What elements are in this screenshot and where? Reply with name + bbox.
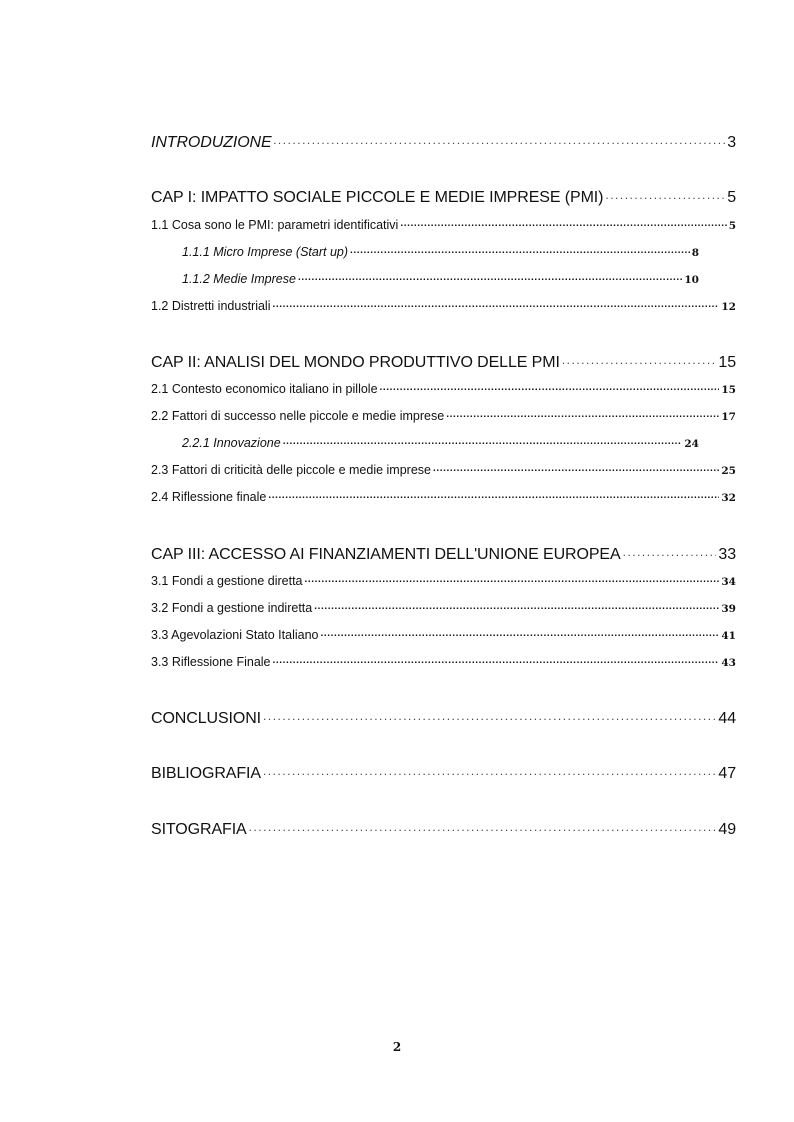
toc-entry-section-3-3-final[interactable] xyxy=(151,653,736,669)
toc-entry-title: 2.3 Fattori di criticità delle piccole e medie imprese xyxy=(151,462,431,477)
toc-entry-title: 2.4 Riflessione finale xyxy=(151,489,267,504)
toc-entry-chapter-2[interactable] xyxy=(151,351,736,372)
toc-entry-chapter-1[interactable] xyxy=(151,186,736,207)
toc-entry-section-2-4[interactable] xyxy=(151,488,736,504)
dot-leader xyxy=(446,407,719,420)
toc-entry-page: 49 xyxy=(718,821,736,838)
toc-entry-section-3-3[interactable] xyxy=(151,626,736,642)
dot-leader xyxy=(268,488,719,501)
toc-entry-bibliografia[interactable] xyxy=(151,762,736,783)
dot-leader xyxy=(298,270,682,283)
toc-entry-title: CAP III: ACCESSO AI FINANZIAMENTI DELL'UNIONE EUROPEA xyxy=(151,546,621,563)
toc-entry-title: 3.2 Fondi a gestione indiretta xyxy=(151,600,313,615)
toc-entry-page: 5 xyxy=(727,189,736,206)
toc-entry-section-3-1[interactable] xyxy=(151,572,736,588)
toc-entry-page: 8 xyxy=(691,246,699,259)
toc-entry-page: 10 xyxy=(684,273,699,286)
toc-entry-page: 3 xyxy=(727,134,736,151)
toc-entry-page: 12 xyxy=(721,300,736,313)
toc-entry-page: 17 xyxy=(721,410,736,423)
page-number: 2 xyxy=(392,1040,402,1054)
toc-entry-page: 32 xyxy=(721,491,736,504)
toc-entry-title: 2.1 Contesto economico italiano in pillole xyxy=(151,381,378,396)
dot-leader xyxy=(380,380,720,393)
toc-entry-title: CONCLUSIONI xyxy=(151,710,262,727)
toc-entry-subsection-1-1-2[interactable] xyxy=(182,270,699,286)
dot-leader xyxy=(283,434,683,447)
toc-entry-page: 15 xyxy=(721,383,736,396)
dot-leader xyxy=(605,186,725,202)
toc-entry-title: CAP I: IMPATTO SOCIALE PICCOLE E MEDIE IMPRESE (PMI) xyxy=(151,189,604,206)
toc-entry-title: 3.1 Fondi a gestione diretta xyxy=(151,573,303,588)
toc-entry-title: 1.1.2 Medie Imprese xyxy=(182,271,296,286)
toc-entry-section-1-1[interactable] xyxy=(151,216,736,232)
toc-entry-section-3-2[interactable] xyxy=(151,599,736,615)
toc-entry-subsection-1-1-1[interactable] xyxy=(182,243,699,259)
dot-leader xyxy=(273,653,720,666)
toc-entry-page: 24 xyxy=(684,437,699,450)
dot-leader xyxy=(350,243,690,256)
toc-entry-page: 33 xyxy=(718,546,736,563)
dot-leader xyxy=(249,818,717,834)
toc-entry-section-2-1[interactable] xyxy=(151,380,736,396)
toc-entry-chapter-3[interactable] xyxy=(151,543,736,564)
toc-entry-page: 41 xyxy=(721,629,736,642)
toc-entry-title: 1.2 Distretti industriali xyxy=(151,298,271,313)
toc-entry-page: 5 xyxy=(728,219,736,232)
dot-leader xyxy=(263,707,716,723)
toc-entry-title: 1.1 Cosa sono le PMI: parametri identificativi xyxy=(151,217,399,232)
toc-entry-page: 34 xyxy=(721,575,736,588)
toc-entry-page: 47 xyxy=(718,765,736,782)
toc-entry-page: 39 xyxy=(721,602,736,615)
toc-entry-title: 3.3 Agevolazioni Stato Italiano xyxy=(151,627,319,642)
dot-leader xyxy=(320,626,719,639)
toc-entry-introduzione[interactable] xyxy=(151,131,736,152)
toc-entry-title: 2.2.1 Innovazione xyxy=(182,435,281,450)
toc-entry-section-1-2[interactable] xyxy=(151,297,736,313)
dot-leader xyxy=(274,131,726,147)
toc-entry-sitografia[interactable] xyxy=(151,818,736,839)
toc-entry-subsection-2-2-1[interactable] xyxy=(182,434,699,450)
toc-entry-title: BIBLIOGRAFIA xyxy=(151,765,261,782)
toc-entry-page: 44 xyxy=(718,710,736,727)
toc-entry-title: 1.1.1 Micro Imprese (Start up) xyxy=(182,244,349,259)
dot-leader xyxy=(263,762,716,778)
toc-entry-title: CAP II: ANALISI DEL MONDO PRODUTTIVO DELLE PMI xyxy=(151,354,560,371)
toc-entry-section-2-2[interactable] xyxy=(151,407,736,423)
dot-leader xyxy=(433,461,719,474)
toc-entry-page: 25 xyxy=(721,464,736,477)
toc-entry-title: SITOGRAFIA xyxy=(151,821,247,838)
toc-entry-page: 15 xyxy=(718,354,736,371)
toc-entry-title: 3.3 Riflessione Finale xyxy=(151,654,271,669)
dot-leader xyxy=(400,216,726,229)
dot-leader xyxy=(562,351,717,367)
dot-leader xyxy=(273,297,720,310)
dot-leader xyxy=(305,572,720,585)
toc-entry-conclusioni[interactable] xyxy=(151,707,736,728)
toc-entry-page: 43 xyxy=(721,656,736,669)
toc-entry-title: 2.2 Fattori di successo nelle piccole e medie imprese xyxy=(151,408,445,423)
dot-leader xyxy=(623,543,717,559)
toc-entry-section-2-3[interactable] xyxy=(151,461,736,477)
toc-entry-title: INTRODUZIONE xyxy=(151,134,272,151)
dot-leader xyxy=(314,599,719,612)
